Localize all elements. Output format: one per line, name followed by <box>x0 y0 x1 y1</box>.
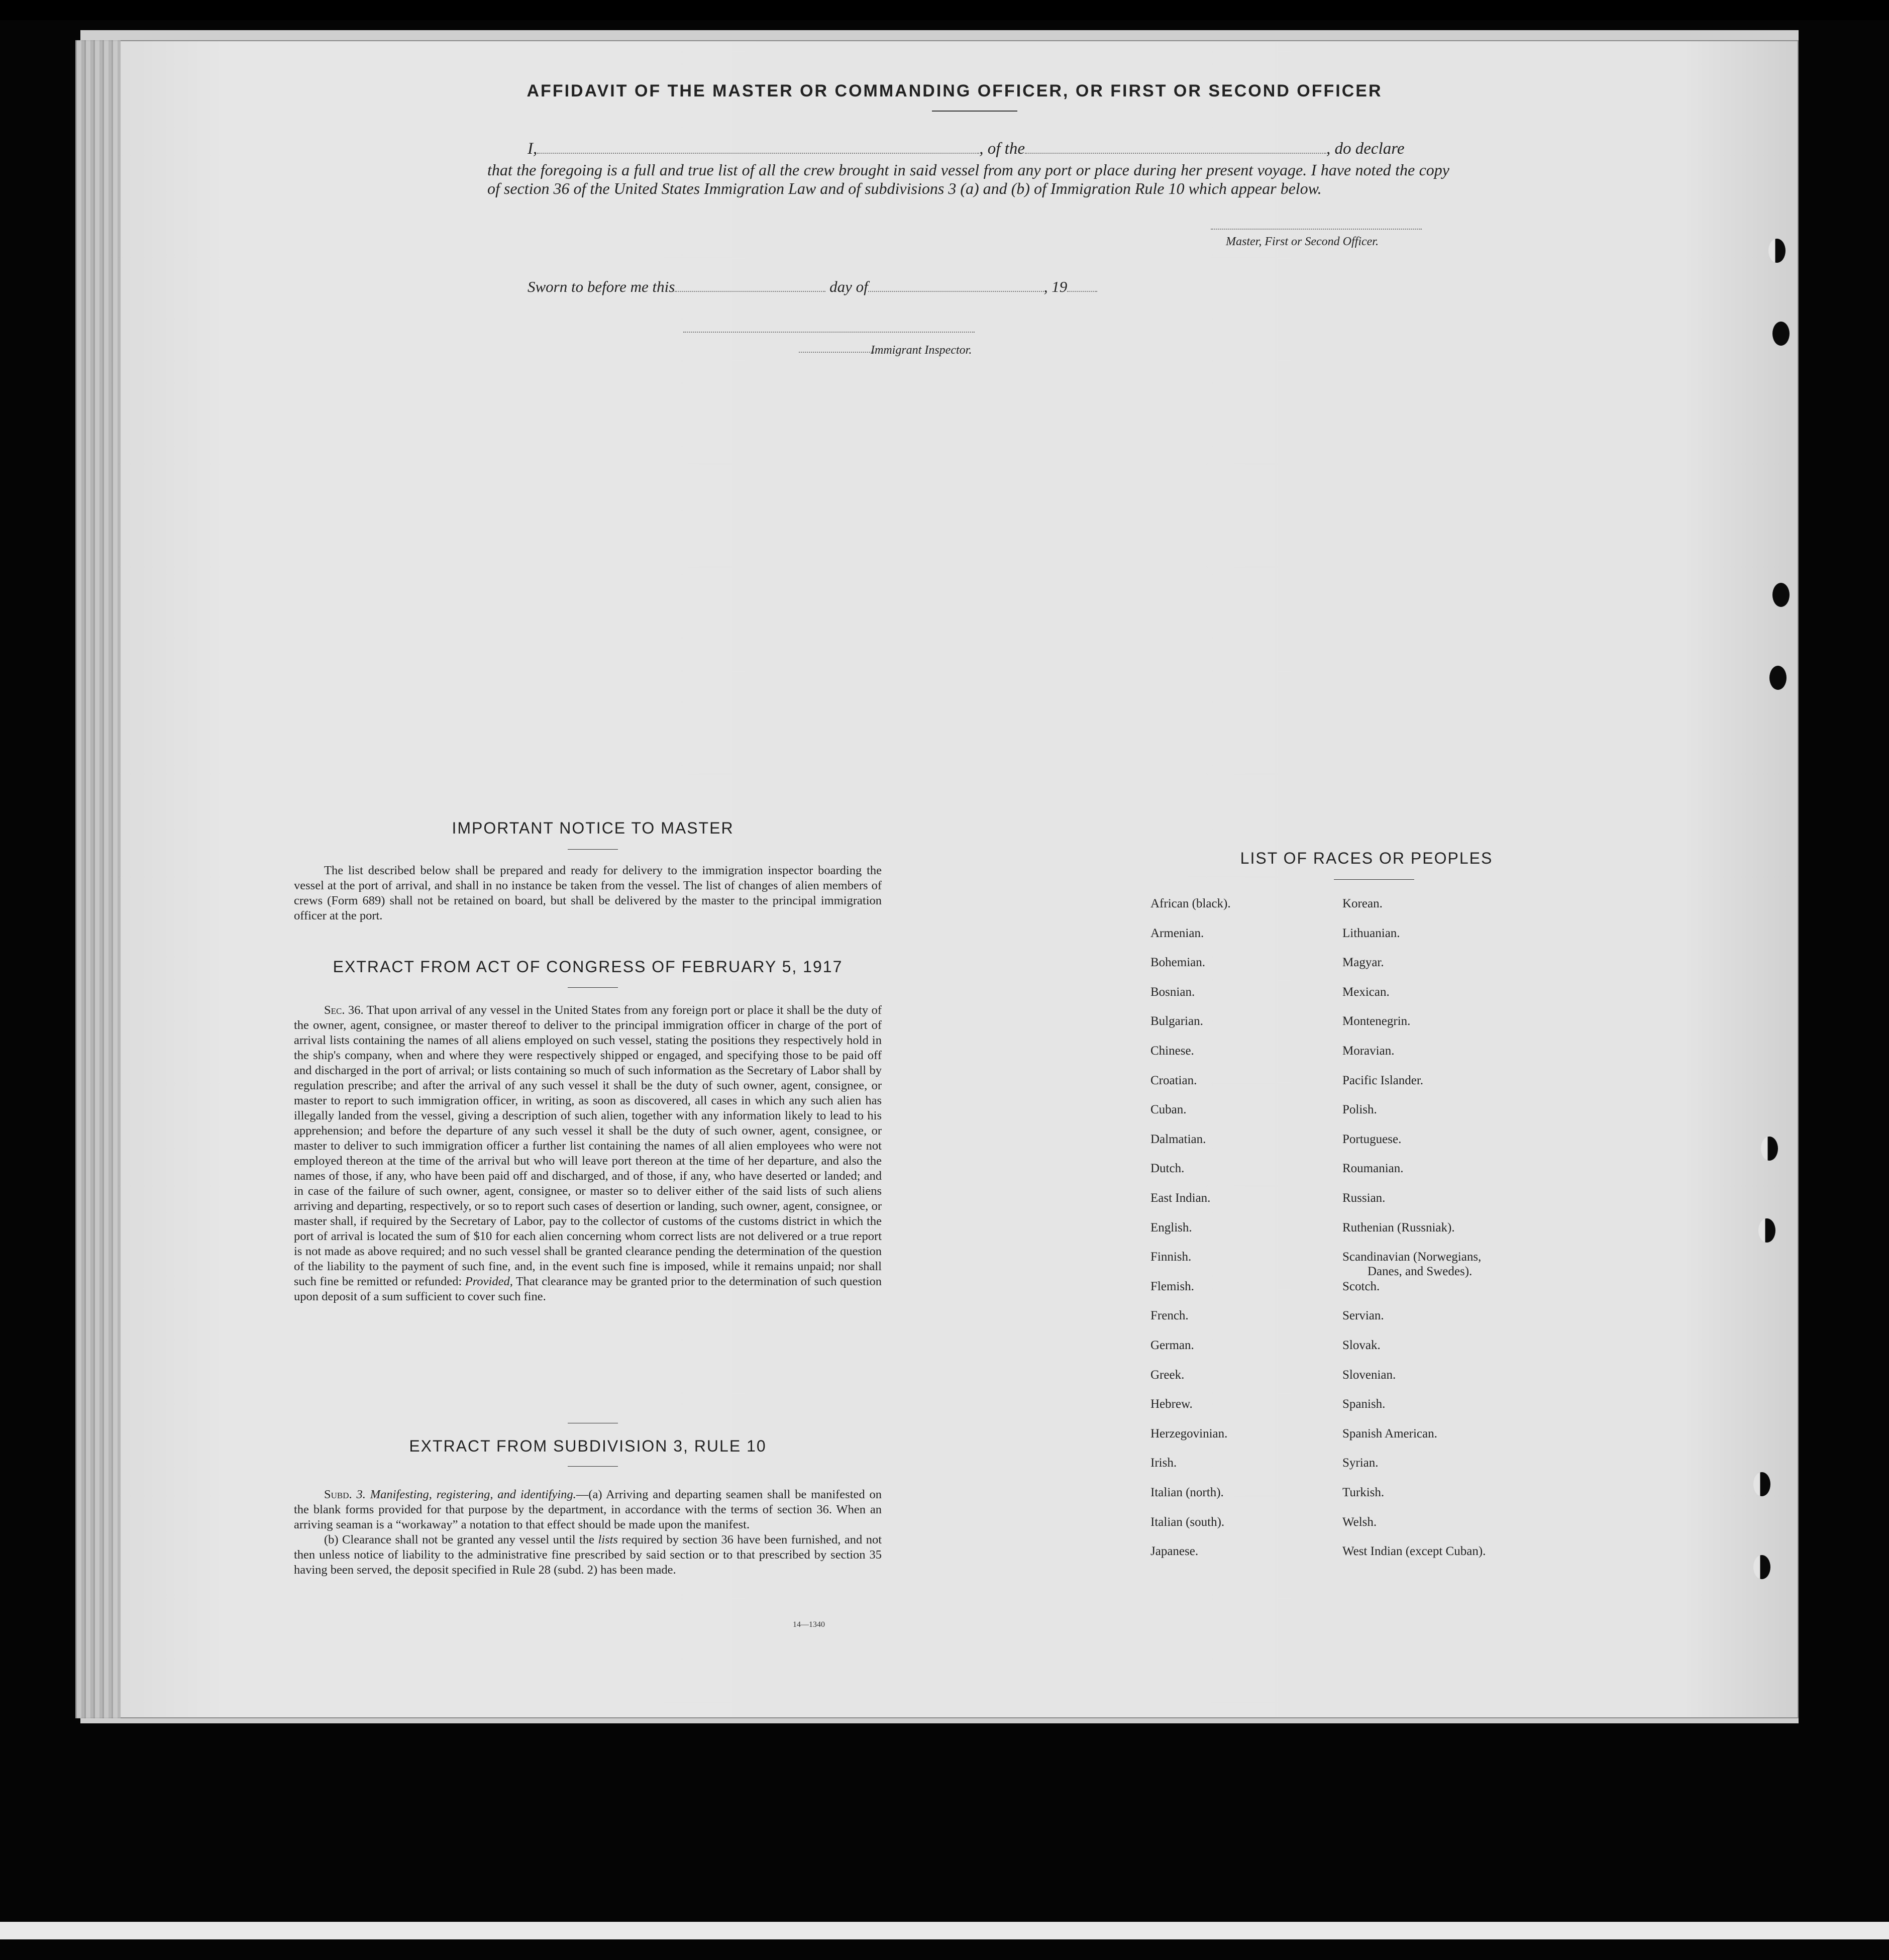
race-item: East Indian. <box>1150 1191 1211 1205</box>
act-body <box>294 1003 882 1304</box>
race-item: Ruthenian (Russniak). <box>1342 1220 1455 1234</box>
race-item: Mexican. <box>1342 985 1390 999</box>
punch-hole <box>1758 1218 1775 1243</box>
race-item: African (black). <box>1150 897 1231 910</box>
day-of-label: day of <box>829 278 868 295</box>
race-item: German. <box>1150 1338 1194 1352</box>
act-paragraph <box>294 1003 882 1304</box>
sworn-line <box>528 278 1097 296</box>
form-number: 14—1340 <box>793 1620 825 1629</box>
race-item: Irish. <box>1150 1456 1177 1470</box>
act-text: 36. That upon arrival of any vessel in the United States from any foreign port or place it shall be the duty of the owner, agent, consignee, or master thereof to deliver to the principal immigration officer in charge of the port of arrival lists containing the names of all aliens employed on such vessel, stating the positions they respectively hold in the ship's company, when and where they were respectively shipped or engaged, and specifying those to be paid off and discharged in the port of arrival; or lists containing so much of such information as the Secretary of Labor shall by regulation prescribe; and after the arrival of any such vessel it shall be the duty of such owner, agent, consignee, or master to report to such immigration officer, in writing, as soon as discovered, all cases in which any such alien has illegally landed from the vessel, giving a description of such alien, together with any information likely to lead to his apprehension; and before the departure of any such vessel it shall be the duty of such owner, agent, consignee, or master to deliver to such immigration officer a further list containing the names of all alien employees who were not employed thereon at the time of the arrival but who will leave port thereon at the time of her departure, and also the names of those, if any, who have been paid off and discharged, and of those, if any, who have deserted or landed; and in case of the failure of such owner, agent, consignee, or master so to deliver either of the said lists of such aliens arriving and departing, respectively, or so to report such cases of desertion or landing, such owner, agent, consignee, or master shall, if required by the Secretary of Labor, pay to the collector of customs of the customs district in which the port of arrival is located the sum of $10 for each alien concerning whom correct lists are not delivered or a true report is not made as above required; and no such vessel shall be granted clearance pending the determination of the question of the liability to the payment of such fine, and, in the event such fine is imposed, while it remains unpaid; nor shall such fine be remitted or refunded: <box>294 1003 882 1288</box>
act-text-end: That clearance may be granted prior to the determination of such question upon deposit of a sum sufficient to cover such fine. <box>294 1275 882 1303</box>
rule-body <box>294 1487 882 1578</box>
race-item: Danes, and Swedes). <box>1368 1264 1473 1278</box>
subd-label: Subd. <box>324 1488 352 1501</box>
sworn-label: Sworn to before me this <box>528 278 675 295</box>
act-rule <box>568 987 618 988</box>
i-label: I, <box>528 140 538 158</box>
punch-hole <box>1753 1555 1770 1579</box>
affidavit-body: that the foregoing is a full and true list of all the crew brought in said vessel from any port or place during her present voyage. I have noted the copy of section 36 of the United States Immigration Law and of subdivisions 3 (a) and (b) of Immigration Rule 10 which appear below. <box>487 161 1449 197</box>
race-item: Bohemian. <box>1150 956 1206 970</box>
race-item: Flemish. <box>1150 1279 1194 1293</box>
rule-paragraph-b <box>294 1532 882 1578</box>
race-item: Scotch. <box>1342 1279 1380 1293</box>
race-item: Dalmatian. <box>1150 1132 1206 1146</box>
race-item: Finnish. <box>1150 1250 1192 1264</box>
race-item: Syrian. <box>1342 1456 1379 1470</box>
notice-paragraph: The list described below shall be prepared and ready for delivery to the immigration inspector boarding the vessel at the port of arrival, and shall in no instance be taken from the vessel. The list of changes of alien members of crews (Form 689) shall not be retained on board, but shall be delivered by the master to the principal immigration officer at the port. <box>294 864 882 922</box>
race-item: Cuban. <box>1150 1103 1187 1117</box>
provided-label: Provided, <box>465 1275 513 1288</box>
race-item: Moravian. <box>1342 1044 1395 1058</box>
race-item: Polish. <box>1342 1103 1377 1117</box>
race-item: Croatian. <box>1150 1073 1197 1087</box>
race-item: Italian (south). <box>1150 1515 1225 1529</box>
race-item: Montenegrin. <box>1342 1014 1411 1028</box>
race-item: Italian (north). <box>1150 1486 1224 1499</box>
punch-hole <box>1761 1137 1778 1161</box>
rule-a-text: —(a) Arriving and departing seamen shall be manifested on the blank forms provided for that purpose by the department, in accordance with the terms of section 36. When an arriving seaman is a “workaway” a notation to that effect should be made upon the manifest. <box>294 1488 882 1531</box>
rule-b-text-1: Clearance shall not be granted any vessel until the <box>342 1533 594 1546</box>
act-heading: EXTRACT FROM ACT OF CONGRESS OF FEBRUARY 5, 1917 <box>333 958 843 976</box>
race-item: Japanese. <box>1150 1544 1199 1559</box>
inspector-short-line <box>799 352 874 353</box>
scan-border-top <box>0 0 1889 20</box>
race-item: Spanish American. <box>1342 1426 1437 1440</box>
title-rule <box>932 111 1017 112</box>
race-item: Lithuanian. <box>1342 926 1400 940</box>
race-item: Slovenian. <box>1342 1368 1396 1382</box>
punch-hole <box>1769 666 1787 690</box>
race-item: Spanish. <box>1342 1397 1386 1411</box>
sec-label: Sec. <box>324 1003 345 1017</box>
notice-heading: IMPORTANT NOTICE TO MASTER <box>452 819 734 837</box>
declare-label: , do declare <box>1326 140 1405 158</box>
rule-a-title: 3. Manifesting, registering, and identifying. <box>356 1488 576 1501</box>
race-item: Chinese. <box>1150 1044 1194 1058</box>
punch-hole <box>1772 322 1790 346</box>
race-item: Korean. <box>1342 897 1383 910</box>
rule-heading: EXTRACT FROM SUBDIVISION 3, RULE 10 <box>409 1437 767 1455</box>
race-item: Dutch. <box>1150 1162 1185 1176</box>
race-item: Herzegovinian. <box>1150 1426 1228 1440</box>
race-item: French. <box>1150 1309 1189 1323</box>
scan-border-bottom <box>0 1922 1889 1939</box>
year-blank[interactable] <box>1067 281 1097 292</box>
punch-hole <box>1772 583 1790 607</box>
year-label: , 19 <box>1043 278 1068 295</box>
race-item: West Indian (except Cuban). <box>1342 1544 1486 1559</box>
punch-hole <box>1768 239 1786 263</box>
day-blank[interactable] <box>675 281 825 292</box>
race-item: Servian. <box>1342 1309 1384 1323</box>
binding-edge <box>75 40 121 1718</box>
race-item: Scandinavian (Norwegians, <box>1342 1250 1482 1264</box>
rule-b-text-2: required by section 36 have been furnished, and not then unless notice of liability to the administrative fine prescribed by said section or to that prescribed by section 35 having been served, the deposit specified in Rule 28 (subd. 2) has been made. <box>294 1533 882 1577</box>
notice-body <box>294 863 882 923</box>
rule-b-label: (b) <box>324 1533 339 1546</box>
race-item: Bulgarian. <box>1150 1014 1203 1028</box>
inspector-signature-blank[interactable] <box>683 332 975 333</box>
rule-b-lists: lists <box>598 1533 618 1546</box>
race-item: English. <box>1150 1220 1192 1234</box>
races-rule <box>1334 879 1414 880</box>
race-item: Russian. <box>1342 1191 1386 1205</box>
inspector-label: Immigrant Inspector. <box>871 344 972 357</box>
name-blank[interactable] <box>537 143 979 154</box>
vessel-blank[interactable] <box>1025 143 1326 154</box>
race-item: Hebrew. <box>1150 1397 1193 1411</box>
affidavit-title: AFFIDAVIT OF THE MASTER OR COMMANDING OFFICER, OR FIRST OR SECOND OFFICER <box>527 81 1383 100</box>
races-heading: LIST OF RACES OR PEOPLES <box>1240 849 1493 867</box>
rule-paragraph-a <box>294 1487 882 1532</box>
race-item: Bosnian. <box>1150 985 1195 999</box>
signature-label: Master, First or Second Officer. <box>1226 235 1379 248</box>
race-item: Portuguese. <box>1342 1132 1402 1146</box>
signature-blank[interactable] <box>1211 229 1422 230</box>
race-item: Turkish. <box>1342 1486 1385 1499</box>
affidavit-declarant-line <box>528 140 1404 158</box>
of-the-label: , of the <box>979 140 1025 158</box>
race-item: Roumanian. <box>1342 1162 1404 1176</box>
race-item: Pacific Islander. <box>1342 1073 1424 1087</box>
rule-heading-rule <box>568 1466 618 1467</box>
race-item: Magyar. <box>1342 956 1384 970</box>
notice-rule <box>568 849 618 850</box>
month-blank[interactable] <box>868 281 1044 292</box>
punch-hole <box>1753 1472 1770 1496</box>
race-item: Welsh. <box>1342 1515 1377 1529</box>
race-item: Greek. <box>1150 1368 1185 1382</box>
race-item: Slovak. <box>1342 1338 1381 1352</box>
race-item: Armenian. <box>1150 926 1204 940</box>
